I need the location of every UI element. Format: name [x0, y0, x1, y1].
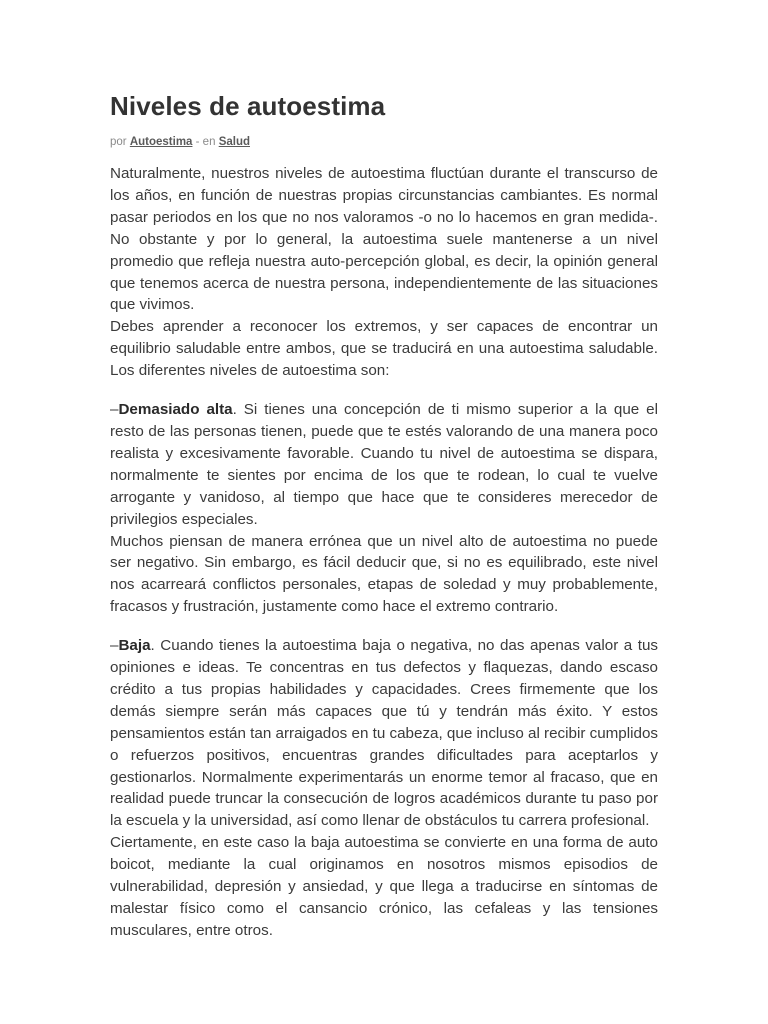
byline-prefix: por — [110, 136, 127, 148]
paragraph-high-level-note: Muchos piensan de manera errónea que un nivel alto de autoestima no puede ser negativo. Sin embargo, es fácil deducir que, si no es equilibrado, este nivel nos acarreará conflictos personales, etapas de soledad y muy probablemente, fracasos y frustración, justamente como hace el extremo contrario. — [110, 532, 658, 616]
article-body — [110, 163, 658, 942]
paragraph-low-level — [110, 635, 658, 832]
paragraph-intro: Naturalmente, nuestros niveles de autoestima fluctúan durante el transcurso de los años, en función de nuestras propias circunstancias cambiantes. Es normal pasar periodos en los que no nos valoramos -o no lo hacemos en gran medida-. No obstante y por lo general, la autoestima suele mantenerse a un nivel promedio que refleja nuestra auto-percepción global, es decir, la opinión general que tenemos acerca de nuestra persona, independientemente de las situaciones que vivimos. — [110, 165, 658, 314]
byline-separator: - en — [195, 136, 216, 148]
byline — [110, 133, 658, 151]
low-level-text: . Cuando tienes la autoestima baja o negativa, no das apenas valor a tus opiniones e ideas. Te concentras en tus defectos y flaquezas, dando escaso crédito a tus propias habilidades y capacidades. Crees firmemente que los demás siempre serán más capaces que tú y tendrán más éxito. Y estos pensamientos están tan arraigados en tu cabeza, que incluso al recibir cumplidos o refuerzos positivos, encuentras grandes dificultades para aceptarlos y gestionarlos. Normalmente experimentarás un enorme temor al fracaso, que en realidad puede truncar la consecución de logros académicos durante tu paso por la escuela y la universidad, así como llenar de obstáculos tu carrera profesional. — [110, 637, 658, 830]
paragraph-low-level-note: Ciertamente, en este caso la baja autoestima se convierte en una forma de auto boicot, mediante la cual originamos en nosotros mismos episodios de vulnerabilidad, depresión y ansiedad, y que llega a traducirse en síntomas de malestar físico como el cansancio crónico, las cefaleas y las tensiones musculares, entre otros. — [110, 834, 658, 939]
high-level-text: . Si tienes una concepción de ti mismo superior a la que el resto de las personas tienen, puede que te estés valorando de una manera poco realista y excesivamente favorable. Cuando tu nivel de autoestima se dispara, normalmente te sientes por encima de los que te rodean, lo cual te vuelve arrogante y vanidoso, al tiempo que hace que te consideres merecedor de privilegios especiales. — [110, 401, 658, 528]
article — [110, 86, 658, 942]
high-level-label: Demasiado alta — [118, 401, 233, 419]
low-level-label: Baja — [118, 637, 151, 655]
page-title: Niveles de autoestima — [110, 91, 386, 121]
dash-marker: – — [110, 401, 119, 419]
paragraph-high-level — [110, 399, 658, 530]
paragraph-levels-intro: Debes aprender a reconocer los extremos, y ser capaces de encontrar un equilibrio saludable entre ambos, que se traducirá en una autoestima saludable. Los diferentes niveles de autoestima son: — [110, 318, 658, 380]
category-link[interactable]: Salud — [218, 136, 250, 148]
dash-marker: – — [110, 637, 119, 655]
author-link[interactable]: Autoestima — [129, 136, 193, 148]
